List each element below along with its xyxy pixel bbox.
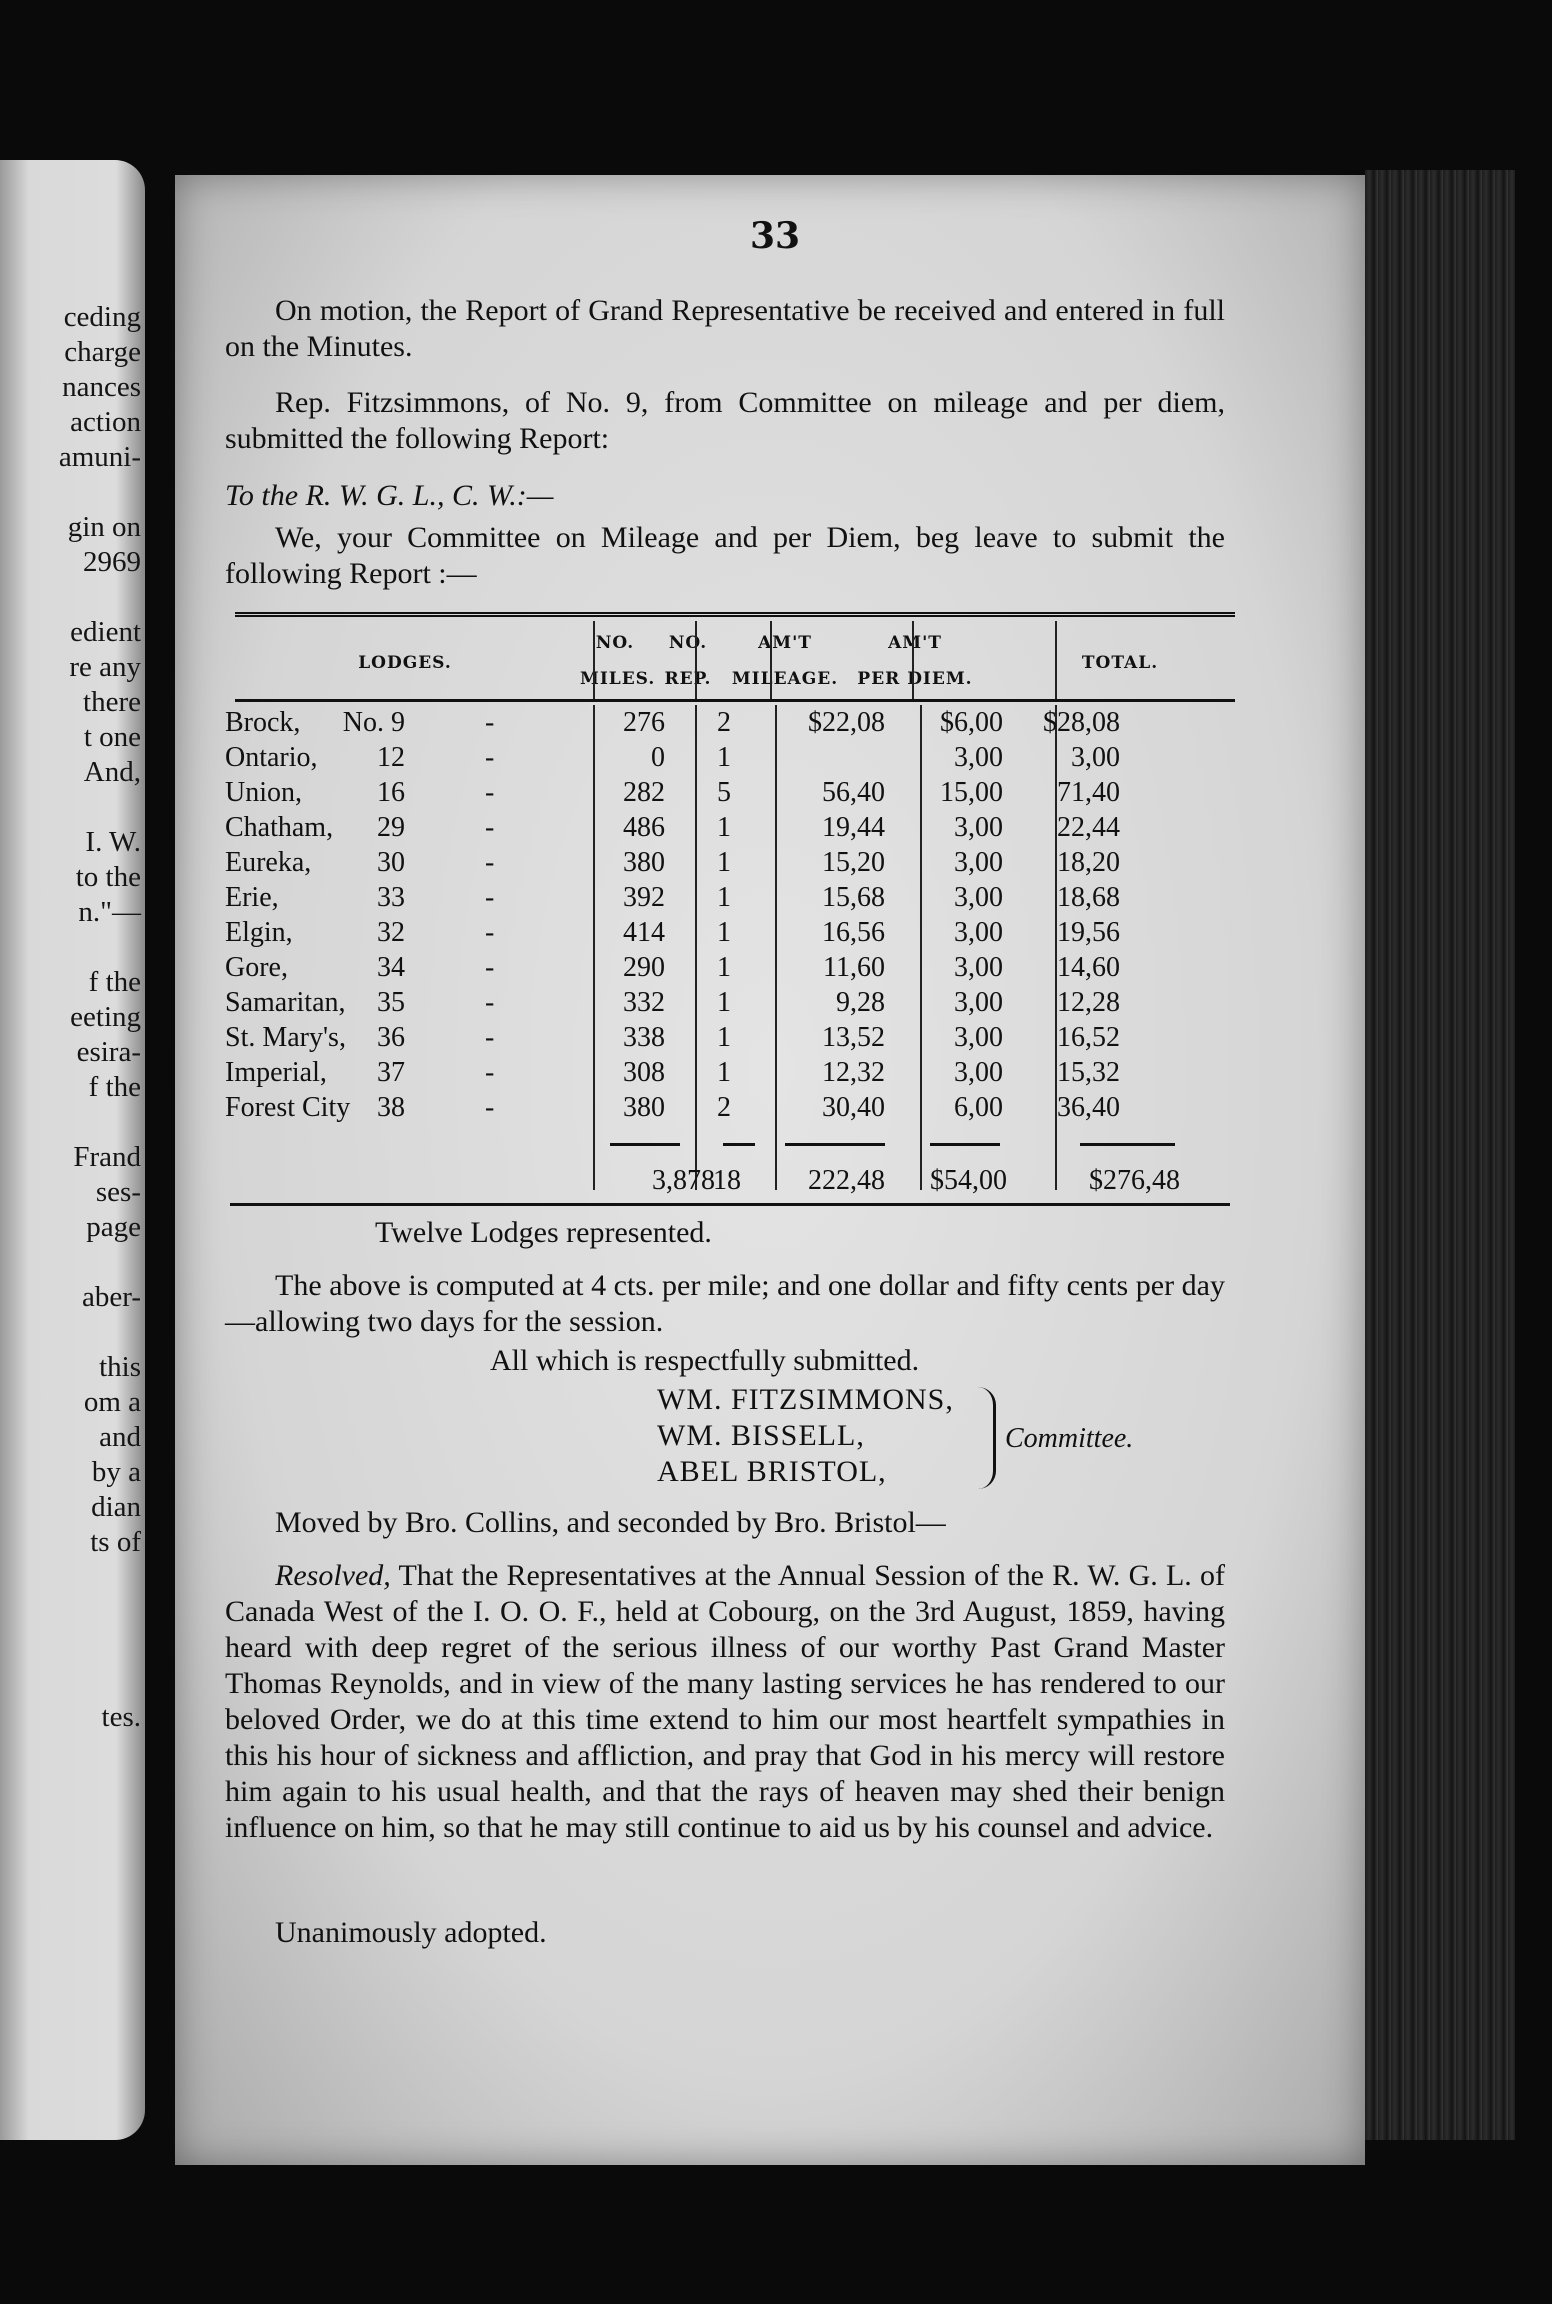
total-cell: 3,00 — [1071, 742, 1120, 773]
sum-rule — [723, 1143, 755, 1146]
per-diem-cell: 6,00 — [954, 1092, 1003, 1123]
mileage-cell: 11,60 — [823, 952, 885, 983]
mileage-cell: 12,32 — [822, 1057, 885, 1088]
lodge-number: 12 — [377, 742, 405, 773]
table-row — [225, 880, 1245, 915]
rep-cell: 1 — [717, 1022, 731, 1053]
col-divider — [593, 621, 595, 699]
facing-page-fragment: and — [99, 1421, 141, 1453]
facing-page-fragment: Frand — [73, 1141, 141, 1173]
page-number: 33 — [749, 215, 801, 257]
facing-page-fragment — [59, 790, 141, 825]
mileage-cell: $22,08 — [808, 707, 885, 738]
resolution-paragraph — [225, 1558, 1225, 1846]
lodge-name: Gore, — [225, 952, 288, 983]
total-cell: 19,56 — [1057, 917, 1120, 948]
lodge-name: Forest City — [225, 1092, 351, 1123]
facing-page-fragment: t one — [83, 721, 141, 753]
lodge-name: Union, — [225, 777, 302, 808]
miles-cell: 290 — [623, 952, 665, 983]
mileage-cell: 13,52 — [822, 1022, 885, 1053]
total-miles: 3,878 — [652, 1165, 715, 1196]
col-divider — [695, 621, 697, 699]
header-diem-2: PER DIEM. — [857, 669, 973, 689]
computation-paragraph: The above is computed at 4 cts. per mile; and one dollar and fifty cents per day—allowing two days for the session. — [225, 1269, 1225, 1338]
total-rep: 18 — [713, 1165, 741, 1196]
lodge-number: 16 — [377, 777, 405, 808]
per-diem-cell: 3,00 — [954, 917, 1003, 948]
miles-cell: 392 — [623, 882, 665, 913]
facing-page-fragment: edient — [70, 616, 141, 648]
facing-page-fragment: to the — [75, 861, 141, 893]
facing-page-fragment: action — [70, 406, 141, 438]
lodge-name: Ontario, — [225, 742, 318, 773]
report-intro-paragraph: Rep. Fitzsimmons, of No. 9, from Committee on mileage and per diem, submitted the following Report: — [225, 386, 1225, 455]
facing-page-fragment: ts of — [90, 1526, 141, 1558]
facing-page-fragment: And, — [83, 756, 141, 788]
facing-page-fragment: ses- — [95, 1176, 141, 1208]
miles-cell: 380 — [623, 847, 665, 878]
submitted-line: All which is respectfully submitted. — [490, 1344, 920, 1377]
facing-page-fragment: dian — [91, 1491, 141, 1523]
lodge-name: St. Mary's, — [225, 1022, 346, 1053]
adopted-line: Unanimously adopted. — [275, 1916, 547, 1949]
facing-page-fragment — [59, 1315, 141, 1350]
facing-page-fragment: charge — [64, 336, 141, 368]
document-page — [175, 175, 1365, 2165]
facing-page-fragment: 2969 — [83, 546, 141, 578]
row-dash: - — [485, 847, 495, 878]
resolved-label: Resolved, — [275, 1559, 391, 1592]
mileage-cell: 56,40 — [822, 777, 885, 808]
total-cell: 71,40 — [1057, 777, 1120, 808]
mileage-cell: 9,28 — [836, 987, 885, 1018]
per-diem-cell: 3,00 — [954, 742, 1003, 773]
total-cell: 22,44 — [1057, 812, 1120, 843]
table-row — [225, 1090, 1245, 1125]
facing-page-fragment: ceding — [63, 301, 141, 333]
facing-page — [0, 160, 145, 2140]
lodge-number: 37 — [377, 1057, 405, 1088]
facing-page-text — [59, 300, 141, 1735]
miles-cell: 276 — [623, 707, 665, 738]
lodge-name: Chatham, — [225, 812, 334, 843]
header-total: TOTAL. — [1081, 653, 1159, 673]
header-mileage-1: AM'T — [758, 633, 812, 653]
rep-cell: 5 — [717, 777, 731, 808]
facing-page-fragment: aber- — [82, 1281, 141, 1313]
lodge-number: 36 — [377, 1022, 405, 1053]
header-miles-1: NO. — [595, 633, 635, 653]
facing-page-fragment — [59, 475, 141, 510]
per-diem-cell: 3,00 — [954, 1022, 1003, 1053]
col-divider — [1055, 621, 1057, 699]
total-mileage: 222,48 — [808, 1165, 885, 1196]
total-cell: 36,40 — [1057, 1092, 1120, 1123]
signer-2: WM. BISSELL, — [657, 1419, 865, 1452]
facing-page-fragment — [59, 1665, 141, 1700]
lodges-represented: Twelve Lodges represented. — [375, 1216, 712, 1249]
table-row — [225, 950, 1245, 985]
lodge-name: Elgin, — [225, 917, 293, 948]
per-diem-cell: $6,00 — [940, 707, 1003, 738]
lodge-name: Brock, — [225, 707, 301, 738]
facing-page-fragment — [59, 1245, 141, 1280]
sum-rule — [785, 1143, 885, 1146]
mileage-cell: 30,40 — [822, 1092, 885, 1123]
rep-cell: 1 — [717, 1057, 731, 1088]
motion-paragraph: On motion, the Report of Grand Representative be received and entered in full on the Minutes. — [225, 294, 1225, 363]
rep-cell: 1 — [717, 882, 731, 913]
row-dash: - — [485, 812, 495, 843]
col-divider — [912, 621, 914, 699]
facing-page-fragment: I. W. — [85, 826, 141, 858]
table-row — [225, 740, 1245, 775]
lodge-number: No. 9 — [342, 707, 405, 738]
lodge-number: 34 — [377, 952, 405, 983]
lodge-name: Erie, — [225, 882, 279, 913]
rep-cell: 1 — [717, 987, 731, 1018]
table-header-rule — [235, 699, 1235, 702]
header-rep-1: NO. — [668, 633, 708, 653]
table-row — [225, 775, 1245, 810]
rep-cell: 1 — [717, 847, 731, 878]
lodge-number: 35 — [377, 987, 405, 1018]
table-row — [225, 705, 1245, 740]
moved-line: Moved by Bro. Collins, and seconded by Bro. Bristol— — [275, 1506, 946, 1539]
resolution-text: That the Representatives at the Annual Session of the R. W. G. L. of Canada West of the I. O. O. F., held at Cobourg, on the 3rd August, 1859, having heard with deep regret of the serious illness of our worthy Past Grand Master Thomas Reynolds, and in view of the many lasting services he has rendered to our beloved Order, we do at this time extend to him our most heartfelt sympathies in this his hour of sickness and affliction, and pray that God in his mercy will restore him again to his usual health, and that the rays of heaven may shed their benign influence on him, so that he may still continue to aid us by his counsel and advice. — [225, 1559, 1225, 1844]
facing-page-fragment: gin on — [67, 511, 141, 543]
facing-page-fragment — [59, 1560, 141, 1595]
mileage-cell: 19,44 — [822, 812, 885, 843]
facing-page-fragment: f the — [88, 966, 141, 998]
row-dash: - — [485, 917, 495, 948]
rep-cell: 1 — [717, 742, 731, 773]
table-bottom-rule — [230, 1203, 1230, 1206]
page-edges — [1365, 170, 1515, 2140]
facing-page-fragment: amuni- — [58, 441, 141, 473]
col-divider — [770, 621, 772, 699]
total-diem: $54,00 — [930, 1165, 1007, 1196]
facing-page-fragment: nances — [62, 371, 141, 403]
per-diem-cell: 3,00 — [954, 812, 1003, 843]
total-cell: 18,68 — [1057, 882, 1120, 913]
row-dash: - — [485, 742, 495, 773]
total-cell: 12,28 — [1057, 987, 1120, 1018]
facing-page-fragment — [59, 1105, 141, 1140]
miles-cell: 414 — [623, 917, 665, 948]
total-cell: 16,52 — [1057, 1022, 1120, 1053]
row-dash: - — [485, 987, 495, 1018]
total-cell: 15,32 — [1057, 1057, 1120, 1088]
facing-page-fragment — [59, 1595, 141, 1630]
totals-row — [225, 1163, 1245, 1199]
total-cell: 14,60 — [1057, 952, 1120, 983]
facing-page-fragment: n."— — [78, 896, 141, 928]
per-diem-cell: 3,00 — [954, 882, 1003, 913]
miles-cell: 332 — [623, 987, 665, 1018]
table-row — [225, 915, 1245, 950]
rep-cell: 1 — [717, 812, 731, 843]
total-cell: $28,08 — [1043, 707, 1120, 738]
row-dash: - — [485, 707, 495, 738]
table-row — [225, 845, 1245, 880]
miles-cell: 282 — [623, 777, 665, 808]
sum-rule — [610, 1143, 680, 1146]
header-diem-1: AM'T — [888, 633, 942, 653]
lodge-number: 29 — [377, 812, 405, 843]
header-mileage-2: MILEAGE. — [731, 669, 839, 689]
miles-cell: 0 — [651, 742, 665, 773]
table-body — [225, 705, 1245, 1125]
facing-page-fragment: eeting — [70, 1001, 141, 1033]
facing-page-fragment: om a — [83, 1386, 141, 1418]
miles-cell: 486 — [623, 812, 665, 843]
per-diem-cell: 3,00 — [954, 987, 1003, 1018]
row-dash: - — [485, 952, 495, 983]
header-lodges: LODGES. — [358, 653, 452, 673]
facing-page-fragment — [59, 580, 141, 615]
row-dash: - — [485, 777, 495, 808]
table-row — [225, 810, 1245, 845]
sum-rule — [930, 1143, 1000, 1146]
rep-cell: 1 — [717, 917, 731, 948]
per-diem-cell: 15,00 — [940, 777, 1003, 808]
facing-page-fragment: this — [99, 1351, 141, 1383]
per-diem-cell: 3,00 — [954, 952, 1003, 983]
facing-page-fragment — [59, 1630, 141, 1665]
table-top-rule — [235, 612, 1235, 617]
signer-3: ABEL BRISTOL, — [657, 1455, 887, 1488]
lodge-name: Imperial, — [225, 1057, 327, 1088]
committee-label: Committee. — [1005, 1423, 1134, 1454]
rep-cell: 1 — [717, 952, 731, 983]
lodge-name: Eureka, — [225, 847, 312, 878]
sum-rule — [1080, 1143, 1175, 1146]
total-total: $276,48 — [1089, 1165, 1180, 1196]
submission-paragraph: We, your Committee on Mileage and per Diem, beg leave to submit the following Report :— — [225, 521, 1225, 590]
facing-page-fragment: re any — [69, 651, 141, 683]
salutation: To the R. W. G. L., C. W.:— — [225, 479, 554, 512]
mileage-cell: 16,56 — [822, 917, 885, 948]
header-rep-2: REP. — [664, 669, 712, 689]
facing-page-fragment: f the — [88, 1071, 141, 1103]
table-row — [225, 1055, 1245, 1090]
row-dash: - — [485, 882, 495, 913]
facing-page-fragment — [59, 930, 141, 965]
per-diem-cell: 3,00 — [954, 1057, 1003, 1088]
facing-page-fragment: by a — [91, 1456, 141, 1488]
lodge-number: 33 — [377, 882, 405, 913]
table-row — [225, 985, 1245, 1020]
facing-page-fragment: page — [86, 1211, 141, 1243]
per-diem-cell: 3,00 — [954, 847, 1003, 878]
rep-cell: 2 — [717, 707, 731, 738]
total-cell: 18,20 — [1057, 847, 1120, 878]
facing-page-fragment: esira- — [76, 1036, 141, 1068]
mileage-cell: 15,68 — [822, 882, 885, 913]
lodge-number: 30 — [377, 847, 405, 878]
signers-brace — [973, 1387, 996, 1489]
lodge-name: Samaritan, — [225, 987, 346, 1018]
mileage-cell: 15,20 — [822, 847, 885, 878]
miles-cell: 308 — [623, 1057, 665, 1088]
table-row — [225, 1020, 1245, 1055]
row-dash: - — [485, 1057, 495, 1088]
row-dash: - — [485, 1022, 495, 1053]
header-miles-2: MILES. — [580, 669, 656, 689]
lodge-number: 38 — [377, 1092, 405, 1123]
row-dash: - — [485, 1092, 495, 1123]
miles-cell: 338 — [623, 1022, 665, 1053]
signer-1: WM. FITZSIMMONS, — [657, 1383, 954, 1416]
facing-page-fragment: there — [83, 686, 141, 718]
facing-page-fragment: tes. — [101, 1701, 141, 1733]
rep-cell: 2 — [717, 1092, 731, 1123]
lodge-number: 32 — [377, 917, 405, 948]
miles-cell: 380 — [623, 1092, 665, 1123]
